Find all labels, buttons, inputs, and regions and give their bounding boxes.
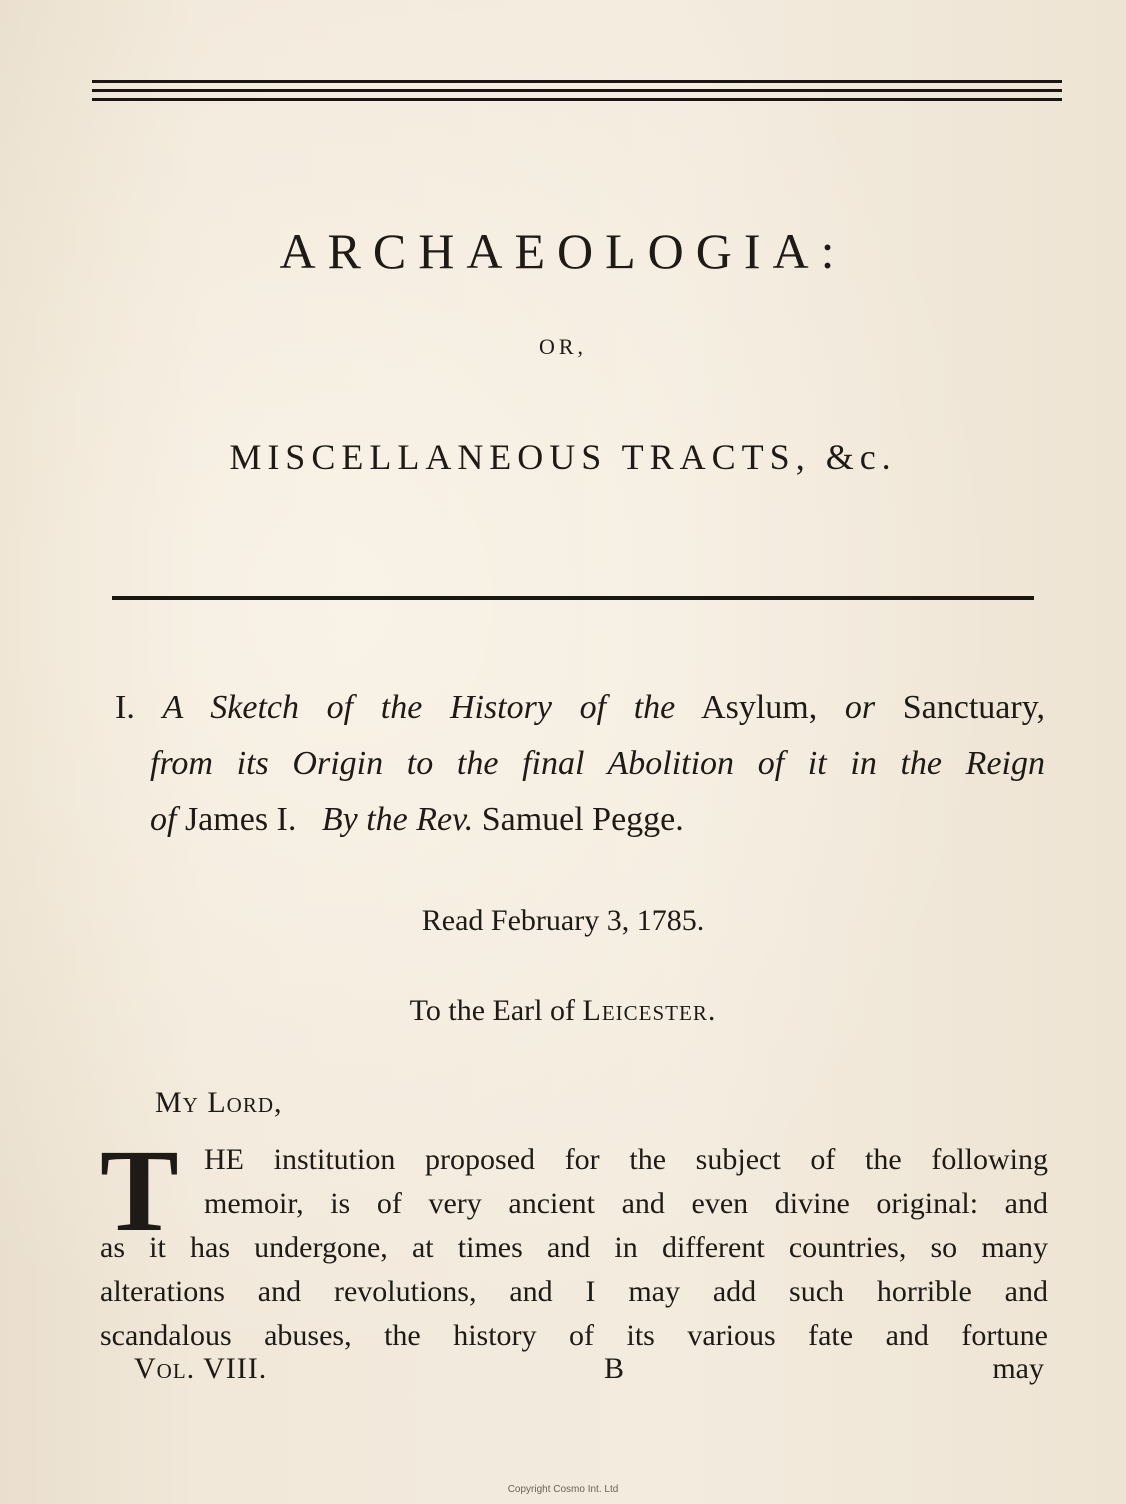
author-name: Samuel Pegge.	[481, 801, 684, 838]
body-line: alterations and revolutions, and I may add such horrible and	[100, 1275, 1048, 1308]
salutation: My Lord,	[155, 1086, 283, 1119]
heading-line-3: of James I. By the Rev. Samuel Pegge.	[150, 801, 684, 838]
dedication: To the Earl of Leicester.	[409, 994, 717, 1027]
catchword: may	[992, 1352, 1044, 1385]
body-line: HE institution proposed for the subject of the following	[204, 1143, 1048, 1176]
body-line: memoir, is of very ancient and even divine original: and	[204, 1187, 1048, 1220]
volume-number: Vol. VIII.	[134, 1352, 268, 1385]
top-rule-2	[92, 89, 1062, 92]
dedicatee: Leicester.	[582, 994, 717, 1027]
copyright-watermark: Copyright Cosmo Int. Ltd	[507, 1484, 619, 1495]
section-rule	[112, 596, 1034, 600]
read-date: Read February 3, 1785.	[421, 904, 705, 937]
heading-line-1: I. A Sketch of the History of the Asylum, or Sanctuary,	[115, 689, 1046, 726]
top-rule-1	[92, 80, 1062, 83]
article-number: I.	[115, 689, 135, 726]
body-line: as it has undergone, at times and in different countries, so many	[100, 1231, 1048, 1264]
body-paragraph	[100, 1138, 1048, 1358]
top-rule-3	[92, 98, 1062, 101]
body-line: scandalous abuses, the history of its various fate and fortune	[100, 1319, 1048, 1352]
drop-cap: T	[100, 1125, 179, 1256]
journal-subtitle: MISCELLANEOUS TRACTS, &c.	[229, 437, 897, 477]
title-or: OR,	[538, 334, 588, 359]
signature-mark: B	[604, 1352, 625, 1385]
journal-title: ARCHAEOLOGIA:	[279, 223, 847, 279]
heading-line-2: from its Origin to the final Abolition of it in the Reign	[150, 745, 1045, 782]
article-heading	[115, 680, 1045, 848]
